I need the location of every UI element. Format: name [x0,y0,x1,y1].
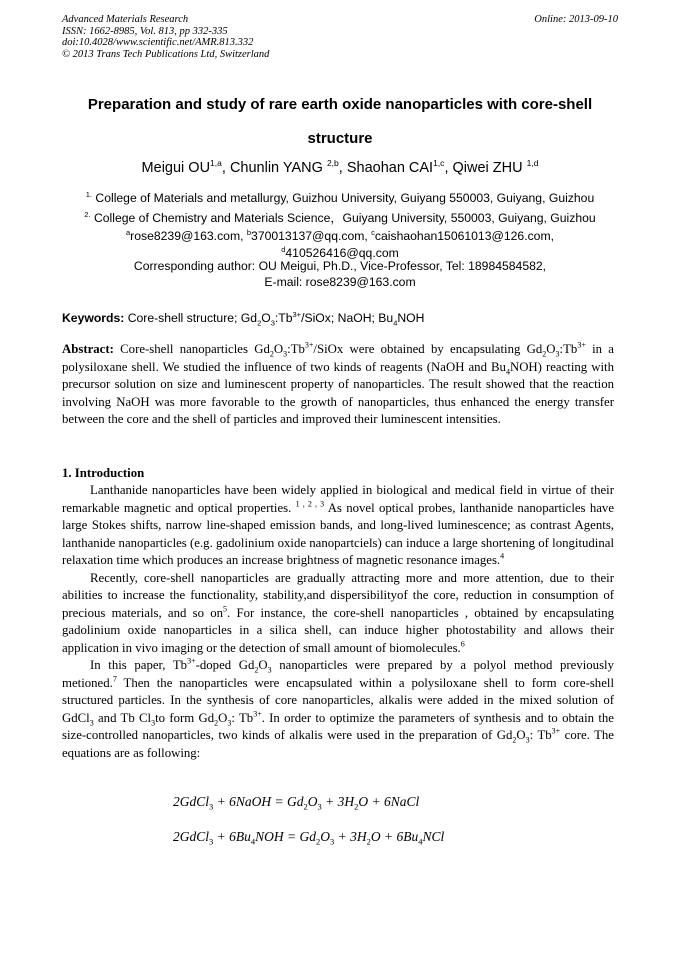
affiliation-2: $^{2.}$ College of Chemistry and Materials Science，Guiyang University, 550003, Guiyang, Guizhou [84,210,596,226]
abstract: Abstract: Core-shell nanoparticles $Gd_2O_3:Tb^{3+}$/SiOx were obtained by encapsulating $Gd_2O_3:Tb^{3+}$ in a polysiloxane shell. We studied the influence of two kinds of reagents (NaOH and $Bu_4NOH$) reacting with precursor solution on size and luminescent property of nanoparticles. The result showed that the reaction involving NaOH was more favorable to the growth of nanoparticles, thus enhanced the energy transfer between the core and the shell of particles and improved their luminescent intensities. [62,340,614,426]
citation: 6 [460,639,465,649]
author-list: Meigui OU$^{1,a}$, Chunlin YANG $^{2,b}$, Shaohan CAI$^{1,c}$, Qiwei ZHU $^{1,d}$ [141,158,539,176]
abstract-label: Abstract: [62,342,114,356]
author-name: Qiwei ZHU [452,159,523,176]
section-heading-introduction: 1. Introduction [62,466,145,480]
equation-1: 2GdCl$_3$ + 6NaOH = $Gd_2O_3 + 3H_2O$ + 6NaCl [173,794,420,812]
author-sup: 1,a [210,158,222,168]
corresponding-email: E-mail: rose8239@163.com [264,275,416,289]
affiliation-1: $^{1.}$ College of Materials and metallurgy, Guizhou University, Guiyang 550003, Guiyang, Guizhou [85,190,595,206]
keywords: Keywords: Core-shell structure; $Gd_2O_3:Tb^{3+}$/SiOx; NaOH; $Bu_4NOH$ [62,310,425,328]
citation: 1 , 2 , 3 [295,499,325,509]
introduction-body [62,482,614,762]
journal-header [62,14,618,60]
email-line-2: $^d$410526416@qq.com [281,245,399,261]
author-sup: 1,c [433,158,445,168]
title-line-1: Preparation and study of rare earth oxide nanoparticles with core-shell [87,96,593,113]
title-line-2: structure [307,130,373,147]
paragraph: Lanthanide nanoparticles have been widely applied in biological and medical field in virtue of their remarkable magnetic and optical properties. $^{1 , 2 , 3}$ As novel optical probes, lanthanide nanoparticles have large Stokes shifts, narrow line-shaped emission bands, and long-lived luminescence; as contrast Agents, lanthanide nanoparticles (e.g. gadolinium oxide nanopartciels) can induce a large shortening of longitudinal relaxation time which produces an increase brightness of magnetic resonance images.$^4$ [62,483,615,567]
journal-name: Advanced Materials Research [62,14,189,25]
online-date: Online: 2013-09-10 [534,14,618,25]
paragraph: Recently, core-shell nanoparticles are gradually attracting more and more attention, due to their abilities to increase the functionality, stability,and dispersibilityof the core, reduction in consumption of precious materials, and so $on^5$. For instance, the core-shell nanoparticles , obtained by encapsulating gadolinium oxide nanoparticles in a silica shell, can induce higher photostability and allows their application in vivo imaging or the detection of small amount of biomolecules.$^6$ [62,570,614,655]
author-sup: 2,b [326,158,339,168]
keywords-label: Keywords: [62,311,125,326]
citation: 4 [500,551,505,561]
corresponding-author: Corresponding author: OU Meigui, Ph.D., Vice-Professor, Tel: 18984584582, [133,259,547,273]
journal-copyright: © 2013 Trans Tech Publications Ltd, Switzerland [62,48,270,60]
journal-doi: doi:10.4028/www.scientific.net/AMR.813.332 [62,37,254,48]
author-name: Meigui OU [141,159,211,176]
paper-title [62,88,618,156]
email-line-1: $^a$rose8239@163.com, $^b$370013137@qq.com, $^c$caishaohan15061013@126.com, [125,228,554,244]
author-name: Chunlin YANG [229,159,323,176]
equation-2: 2GdCl$_3$ + $6Bu_4NOH = Gd_2O_3 + 3H_2O + 6Bu_4NCl$ [173,829,445,847]
journal-issn: ISSN: 1662-8985, Vol. 813, pp 332-335 [62,25,228,37]
paragraph: In this paper, $Tb^{3+}$-doped $Gd_2O_3$ nanoparticles were prepared by a polyol method previously metioned.$^7$ Then the nanoparticles were encapsulated within a polysiloxane shell to form core-shell structured particles. In the synthesis of core nanoparticles, alkalis were added in the mixed solution of GdCl$_3$ and Tb $Cl_3to$ form $Gd_2O_3$: $Tb^{3+}$. In order to optimize the parameters of synthesis and to obtain the size-controlled nanoparticles, two kinds of alkalis were used in the preparation of $Gd_2O_3$: $Tb^{3+}$ core. The equations are as following: [62,656,615,760]
citation: 5 [223,604,228,614]
citation: 7 [112,674,117,684]
author-sup: 1,d [526,158,539,168]
author-name: Shaohan CAI [346,159,434,176]
